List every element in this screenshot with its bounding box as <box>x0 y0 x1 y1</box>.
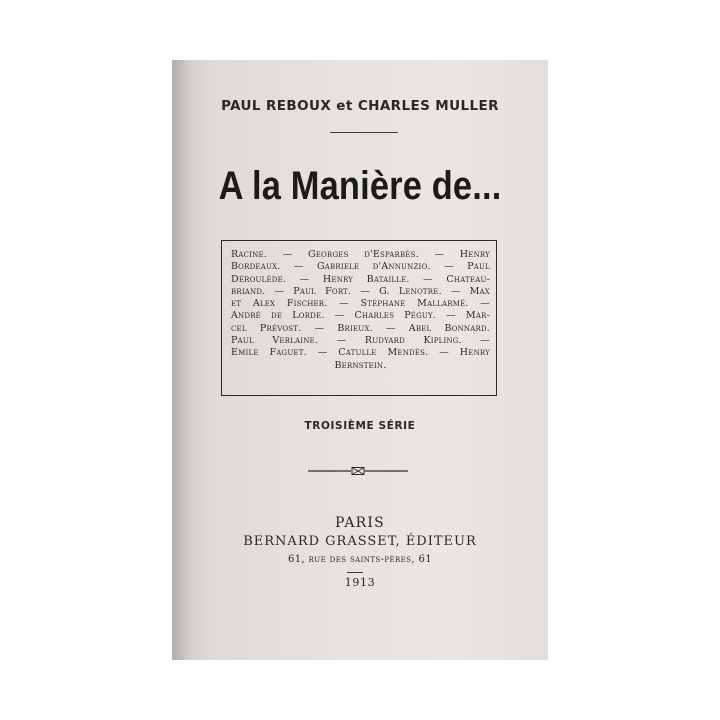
contents-line: André de Lorde. — Charles Péguy. — Mar- <box>231 310 490 322</box>
title-divider <box>330 132 398 133</box>
contents-line: briand. — Paul Fort. — G. Lenotre. — Max <box>231 285 490 297</box>
author-1: PAUL REBOUX <box>221 98 332 114</box>
title-page <box>172 60 548 660</box>
contents-line: Paul Verlaine. — Rudyard Kipling. — <box>231 335 490 347</box>
contents-line: Bordeaux. — Gabriele d'Annunzio. — Paul <box>231 261 490 273</box>
imprint-city: PARIS <box>335 515 385 531</box>
imprint-dash <box>347 572 363 573</box>
book-title: A la Manière de... <box>218 164 502 208</box>
imprint-address: 61, rue des saints-pères, 61 <box>287 554 433 565</box>
contents-line: cel Prévost. — Brieux. — Abel Bonnard. <box>231 322 490 334</box>
contents-line: Déroulède. — Henry Bataille. — Chateau- <box>231 273 490 285</box>
imprint-year: 1913 <box>344 576 376 589</box>
ornament-divider-icon <box>308 464 408 478</box>
imprint-publisher: BERNARD GRASSET, ÉDITEUR <box>243 534 477 549</box>
contents-box <box>221 240 497 396</box>
contents-line: Emile Faguet. — Catulle Mendès. — Henry <box>231 347 490 359</box>
author-2: CHARLES MULLER <box>357 98 499 114</box>
authors-conjunction: et <box>336 98 353 114</box>
series-label: TROISIÈME SÉRIE <box>304 420 416 432</box>
contents-line: Bernstein. <box>334 359 387 371</box>
authors-line <box>172 98 548 114</box>
contents-line: Racine. — Georges d'Esparbès. — Henry <box>231 249 490 260</box>
contents-line: et Alex Fischer. — Stéphane Mallarmé. — <box>231 298 490 310</box>
